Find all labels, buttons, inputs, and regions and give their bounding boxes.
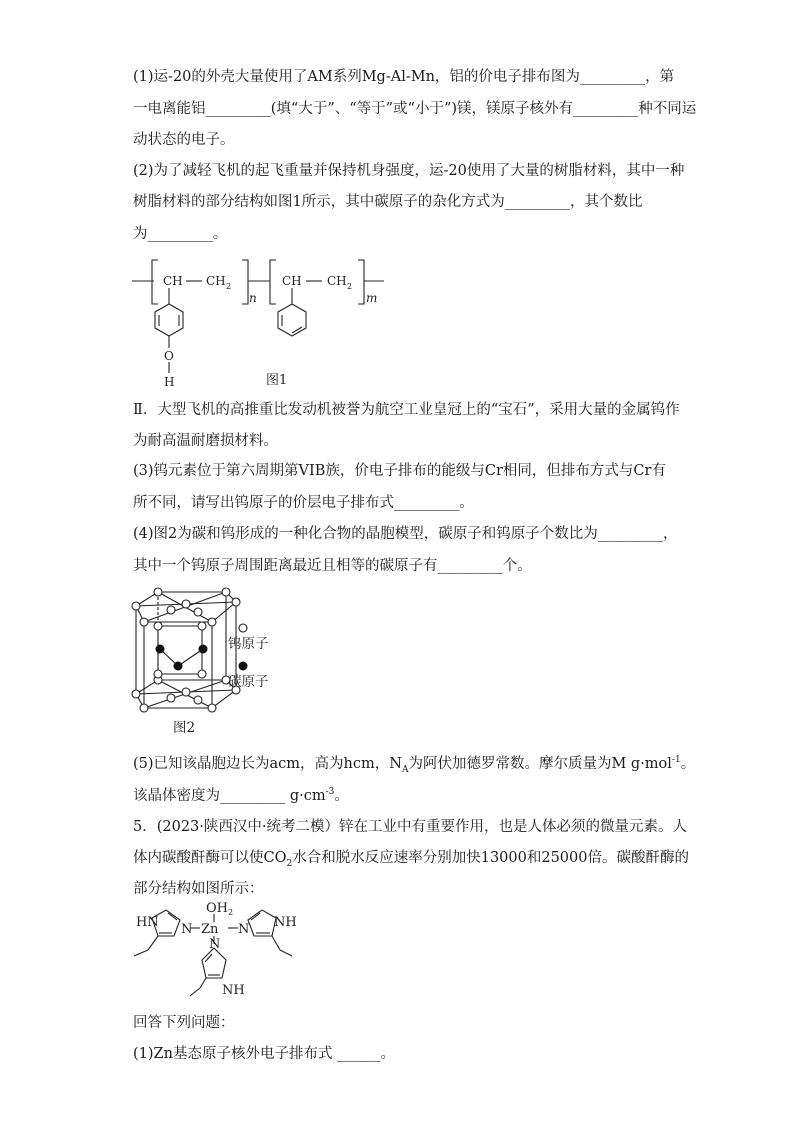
p5-q1: (1)Zn基态原子核外电子排布式 ______。 [133, 1046, 396, 1062]
fig3-hn-left: HN [136, 915, 159, 930]
q3-line2: 所不同，请写出钨原子的价层电子排布式_________。 [133, 495, 474, 511]
section2-line2: 为耐高温耐磨损材料。 [133, 433, 278, 449]
p5-line3: 部分结构如图所示： [133, 881, 264, 897]
q5-line1-sup: -1 [671, 755, 681, 766]
p5-line2-text-a: 体内碳酸酐酶可以使CO [133, 850, 287, 866]
fig2-legend-tungsten: 钨原子 [228, 636, 269, 652]
q5-line2-text-b: 。 [334, 788, 349, 804]
q5-line1 [133, 754, 695, 774]
q5-line1-sub: A [401, 764, 409, 775]
figure-1-polymer-structure [130, 252, 400, 392]
fig3-oh2-sub: 2 [228, 908, 234, 917]
fig1-ch2-sub-left: 2 [226, 282, 232, 291]
q1-line2: 一电离能铝_________(填“大于”、“等于”或“小于”)镁，镁原子核外有_________种不同运 [133, 101, 697, 117]
q1-line3: 动状态的电子。 [133, 132, 235, 148]
fig1-ch-right: CH [282, 274, 302, 288]
fig2-legend-carbon: 碳原子 [228, 674, 269, 690]
fig3-n-right: N [238, 922, 250, 937]
q5-line2-text-a: 该晶体密度为_________ g·cm [133, 788, 326, 804]
fig3-nh-bottom: NH [222, 983, 245, 998]
figure-2-crystal-cell [130, 582, 290, 742]
q5-line1-text-a: (5)已知该晶胞边长为acm，高为hcm，N [133, 756, 402, 772]
fig3-oh2: OH [206, 901, 228, 916]
p5-line2 [133, 848, 689, 868]
q2-line1: (2)为了减轻飞机的起飞重量并保持机身强度，运-20使用了大量的树脂材料，其中一种 [133, 163, 685, 179]
q5-line1-text-b: 为阿伏加德罗常数。摩尔质量为M g·mol [408, 756, 672, 772]
fig2-caption: 图2 [173, 720, 196, 736]
q5-line2-sup: -3 [325, 787, 335, 798]
fig1-n: n [249, 291, 257, 305]
fig1-m: m [366, 291, 378, 305]
fig1-o: O [164, 349, 174, 363]
p5-line1: 5．(2023·陕西汉中·统考二模）锌在工业中有重要作用，也是人体必须的微量元素。人 [133, 819, 687, 835]
q5-line1-text-c: 。 [680, 756, 696, 772]
q4-line2: 其中一个钨原子周围距离最近且相等的碳原子有_________个。 [133, 558, 532, 574]
fig1-ch2-right: CH [327, 274, 347, 288]
p5-answer-prompt: 回答下列问题： [133, 1015, 235, 1031]
fig1-ch2-left: CH [206, 274, 226, 288]
figure-3-zinc-complex [130, 898, 310, 1004]
fig3-zn: Zn [201, 922, 219, 937]
q4-line1: (4)图2为碳和钨形成的一种化合物的晶胞模型，碳原子和钨原子个数比为_________， [133, 526, 678, 542]
fig3-n-left: N [181, 922, 193, 937]
q2-line2: 树脂材料的部分结构如图1所示，其中碳原子的杂化方式为_________，其个数比 [133, 194, 643, 210]
q2-line3: 为_________。 [133, 226, 228, 242]
fig3-nh-right: NH [274, 915, 297, 930]
fig1-caption: 图1 [266, 373, 288, 388]
p5-line2-text-b: 水合和脱水反应速率分别加快13000和25000倍。碳酸酐酶的 [292, 850, 689, 866]
q5-line2 [133, 786, 349, 806]
q3-line1: (3)钨元素位于第六周期第VIB族，价电子排布的能级与Cr相同，但排布方式与Cr有 [133, 463, 666, 479]
fig1-ch-left: CH [163, 274, 183, 288]
fig1-h: H [164, 375, 175, 389]
fig3-n-bottom: N [209, 937, 221, 952]
fig1-ch2-sub-right: 2 [347, 282, 353, 291]
q1-line1: (1)运-20的外壳大量使用了AM系列Mg-Al-Mn，铝的价电子排布图为_________，第 [133, 69, 675, 85]
section2-line1: Ⅱ．大型飞机的高推重比发动机被誉为航空工业皇冠上的“宝石”，采用大量的金属钨作 [133, 402, 680, 418]
p5-line2-sub: 2 [286, 858, 293, 869]
